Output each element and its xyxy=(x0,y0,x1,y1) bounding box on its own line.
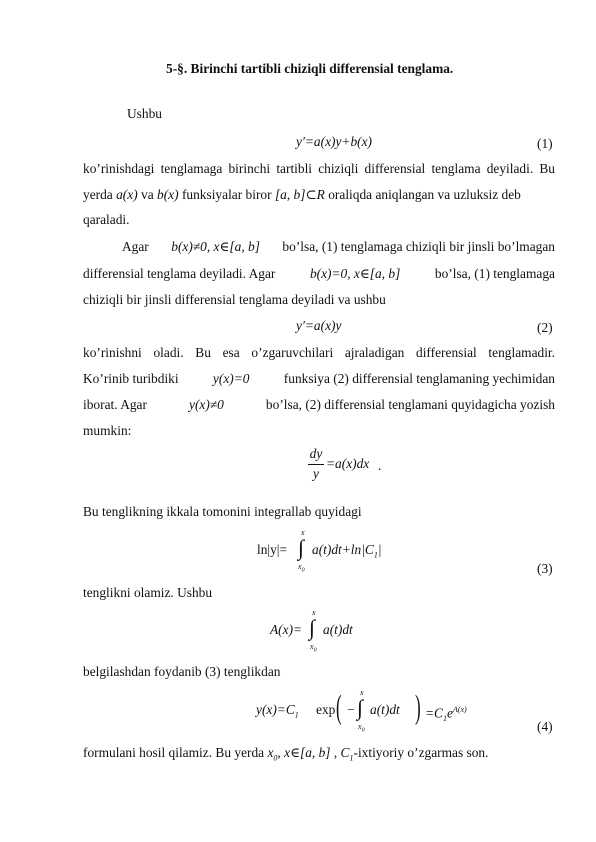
para2-line2 xyxy=(83,266,555,282)
para1-ax: a(x) xyxy=(116,187,138,202)
eq4-exp: exp xyxy=(316,702,336,717)
para7-text-b: -ixtiyoriy o’zgarmas son. xyxy=(353,745,489,760)
para2-cond2: b(x)=0, x∈[a, b] xyxy=(309,266,401,281)
equation-3-number: (3) xyxy=(537,561,553,576)
eqA-integral-sign: ∫ xyxy=(309,615,316,640)
fraction-bar xyxy=(308,464,324,465)
para3-line2 xyxy=(83,371,555,387)
para7-sep2: , xyxy=(330,745,341,760)
eq4-right-paren: ) xyxy=(415,689,421,726)
eq3-lhs: ln|y|= xyxy=(257,542,288,557)
para2-text2b: bo’lsa, (1) tenglamaga xyxy=(434,266,555,281)
para7 xyxy=(83,745,488,767)
para7-cond: x∈[a, b] xyxy=(284,745,331,760)
para1-yerda: yerda xyxy=(83,187,113,202)
eq3-upper-limit: x xyxy=(301,528,305,537)
eq4-upper-limit: x xyxy=(360,688,364,697)
eqA-integrand: a(t)dt xyxy=(323,622,353,637)
eqA-upper-limit: x xyxy=(312,608,316,617)
para7-x0: $x_0$ xyxy=(267,745,278,763)
eq3-integrand: $a(t)dt+\ln|C_1|$ xyxy=(312,542,382,560)
eq4-lower-limit: $x_0$ xyxy=(358,722,365,734)
para3-text3a: iborat. Agar xyxy=(83,397,147,412)
para3-line1: ko’rinishni oladi. Bu esa o’zgaruvchilari ajraladigan differensial tenglamadir. xyxy=(83,345,555,360)
eq4-integrand: a(t)dt xyxy=(370,702,400,717)
separated-equation xyxy=(302,446,402,486)
eq4-integral-sign: ∫ xyxy=(357,695,364,720)
para3-line3 xyxy=(83,397,555,413)
para7-text-a: formulani hosil qilamiz. Bu yerda xyxy=(83,745,265,760)
para1-funksiyalar: funksiyalar biror xyxy=(181,187,272,202)
para3-text3b: bo’lsa, (2) differensial tenglamani quyidagicha yozish xyxy=(265,397,555,412)
separated-rhs: =a(x)dx xyxy=(326,456,370,471)
para1-va: va xyxy=(141,187,154,202)
para3-text2b: funksiya (2) differensial tenglamaning yechimidan xyxy=(283,371,555,386)
eq4-minus: − xyxy=(347,702,355,717)
separated-dot: . xyxy=(378,458,382,473)
eq3-integral-sign: ∫ xyxy=(298,535,305,560)
equation-1-number: (1) xyxy=(537,136,553,151)
para3-text2a: Ko’rinib turibdiki xyxy=(83,371,179,386)
equation-4-number: (4) xyxy=(537,719,553,734)
para3-cond2: y(x)=0 xyxy=(212,371,250,386)
para2-line1 xyxy=(122,239,555,255)
equation-2-number: (2) xyxy=(537,320,553,335)
para5: tenglikni olamiz. Ushbu xyxy=(83,585,213,600)
eq4-rhs: $=C_1e^{A(x)}$ xyxy=(425,705,467,724)
eq4-left-paren: ( xyxy=(336,689,342,726)
para2-agar: Agar xyxy=(122,239,149,254)
para6: belgilashdan foydanib (3) tenglikdan xyxy=(83,664,281,679)
eq4-lhs: $y(x)=C_1$ xyxy=(256,702,299,720)
equation-2: y′=a(x)y xyxy=(296,318,342,333)
fraction-denominator: y xyxy=(313,466,319,481)
para3-line4: mumkin: xyxy=(83,423,132,438)
fraction-numerator: dy xyxy=(309,446,323,461)
para2-cond1: b(x)≠0, x∈[a, b] xyxy=(171,239,260,254)
para1-interval: [a, b]⊂R xyxy=(274,187,325,202)
para1-bx: b(x) xyxy=(157,187,179,202)
para1-line3: qaraladi. xyxy=(83,212,130,227)
eqA-lhs: A(x)= xyxy=(270,622,303,637)
para1-oraliqda: oraliqda aniqlangan va uzluksiz deb xyxy=(328,187,521,202)
para1-line2 xyxy=(83,187,521,203)
equation-A xyxy=(270,606,410,652)
para7-sep1: , xyxy=(277,745,285,760)
intro-word: Ushbu xyxy=(127,106,162,121)
eqA-lower-limit: $x_0$ xyxy=(310,642,317,654)
para2-rest1: bo’lsa, (1) tenglamaga chiziqli bir jinsli bo’lmagan xyxy=(282,239,555,254)
para3-cond3: y(x)≠0 xyxy=(189,397,224,412)
para4: Bu tenglikning ikkala tomonini integrallab quyidagi xyxy=(83,504,362,519)
equation-3 xyxy=(257,528,457,574)
para2-line3: chiziqli bir jinsli differensial tenglama deyiladi va ushbu xyxy=(83,292,386,307)
equation-1: y′=a(x)y+b(x) xyxy=(296,134,373,149)
eq3-lower-limit: $x_0$ xyxy=(298,562,305,574)
equation-4 xyxy=(256,684,476,734)
para2-text2a: differensial tenglama deyiladi. Agar xyxy=(83,266,276,281)
para7-c1: $C_1$ xyxy=(340,745,354,763)
para1-line1: ko’rinishdagi tenglamaga birinchi tartibli chiziqli differensial tenglama deyiladi. Bu xyxy=(83,161,555,176)
section-title: 5-§. Birinchi tartibli chiziqli differensial tenglama. xyxy=(166,61,454,76)
